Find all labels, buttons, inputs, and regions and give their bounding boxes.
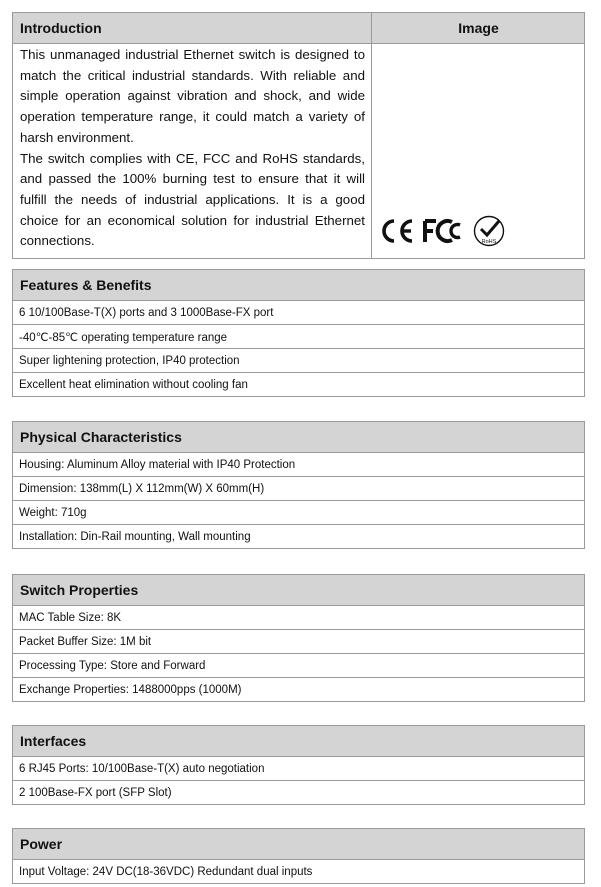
rohs-mark-icon: [472, 214, 506, 248]
physical-row: Housing: Aluminum Alloy material with IP40 Protection: [13, 453, 585, 477]
ce-mark-icon: [378, 217, 416, 245]
switch-row: MAC Table Size: 8K: [13, 606, 585, 630]
introduction-heading: Introduction: [13, 13, 372, 44]
features-row: -40℃-85℃ operating temperature range: [13, 325, 585, 349]
features-row: Excellent heat elimination without cooling fan: [13, 373, 585, 397]
power-heading: Power: [13, 829, 585, 860]
introduction-paragraph-2: The switch complies with CE, FCC and RoHS standards, and passed the 100% burning test to ensure that it will fulfill the needs of industrial applications. It is a good choice for an economical solution for industrial Ethernet connections.: [20, 150, 365, 249]
fcc-mark-icon: [422, 217, 466, 245]
interfaces-row: 2 100Base-FX port (SFP Slot): [13, 781, 585, 805]
physical-row: Installation: Din-Rail mounting, Wall mounting: [13, 525, 585, 549]
certification-logos: [378, 214, 584, 248]
physical-row: Dimension: 138mm(L) X 112mm(W) X 60mm(H): [13, 477, 585, 501]
rohs-label: RoHS: [481, 239, 497, 246]
interfaces-row: 6 RJ45 Ports: 10/100Base-T(X) auto negotiation: [13, 757, 585, 781]
introduction-text: [13, 44, 372, 259]
power-row: Input Voltage: 24V DC(18-36VDC) Redundant dual inputs: [13, 860, 585, 884]
features-table: [12, 269, 585, 397]
introduction-paragraph-1: This unmanaged industrial Ethernet switch is designed to match the critical industrial standards. With reliable and simple operation against vibration and shock, and wide operation temperature range, it could match a variety of harsh environment.: [20, 47, 365, 145]
introduction-table: [12, 12, 585, 259]
features-heading: Features & Benefits: [13, 270, 585, 301]
interfaces-table: [12, 725, 585, 805]
physical-heading: Physical Characteristics: [13, 422, 585, 453]
physical-characteristics-table: [12, 421, 585, 549]
physical-row: Weight: 710g: [13, 501, 585, 525]
power-table: [12, 828, 585, 884]
switch-heading: Switch Properties: [13, 575, 585, 606]
interfaces-heading: Interfaces: [13, 726, 585, 757]
features-row: 6 10/100Base-T(X) ports and 3 1000Base-FX port: [13, 301, 585, 325]
switch-row: Packet Buffer Size: 1M bit: [13, 630, 585, 654]
switch-row: Processing Type: Store and Forward: [13, 654, 585, 678]
image-heading: Image: [372, 13, 585, 44]
certification-image-cell: [372, 44, 585, 259]
features-row: Super lightening protection, IP40 protection: [13, 349, 585, 373]
switch-row: Exchange Properties: 1488000pps (1000M): [13, 678, 585, 702]
switch-properties-table: [12, 574, 585, 702]
